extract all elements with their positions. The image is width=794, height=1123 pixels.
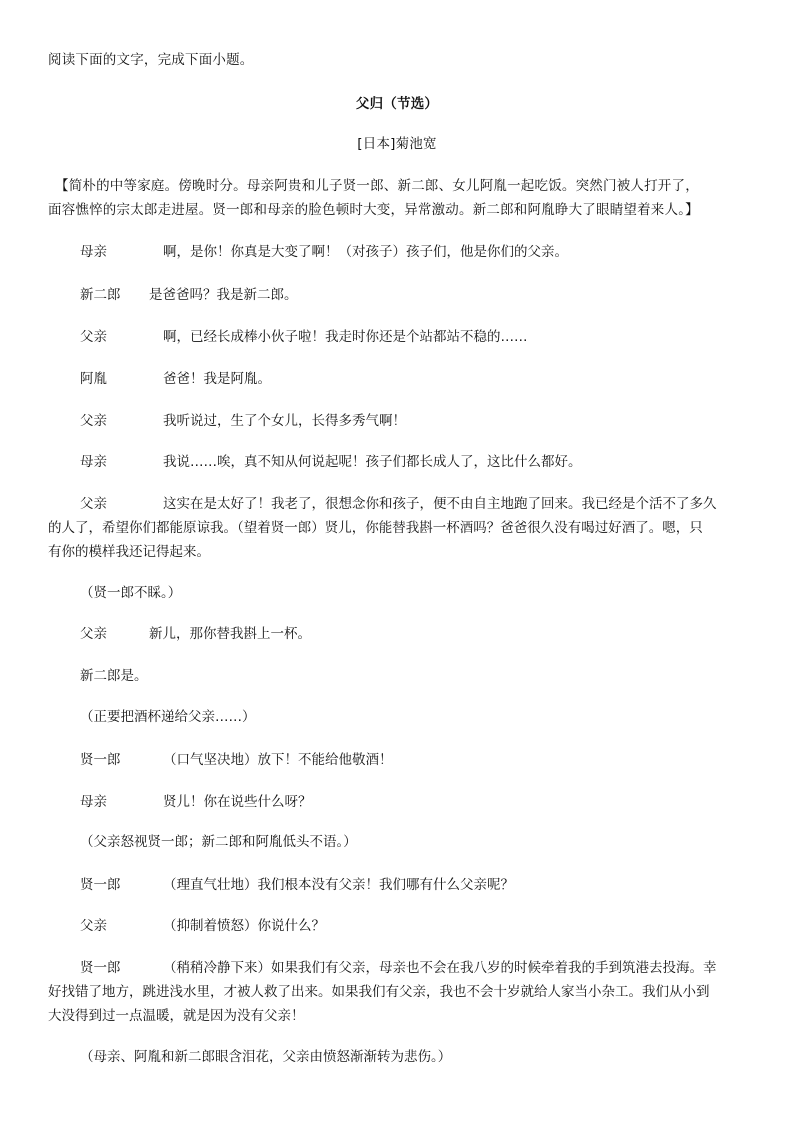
speaker-label: 母亲 bbox=[80, 794, 107, 810]
speaker-label: 新二郎 bbox=[80, 287, 121, 303]
speaker-label: 父亲 bbox=[80, 329, 107, 345]
dialogue-text: 我说……唉，真不知从何说起呢！孩子们都长成人了，这比什么都好。 bbox=[163, 454, 582, 470]
dialogue-text: （稍稍冷静下来）如果我们有父亲，母亲也不会在我八岁的时候牵着我的手到筑港去投海。幸 bbox=[163, 960, 717, 976]
speaker-label: 贤一郎 bbox=[80, 877, 121, 893]
intro-line-1: 【简朴的中等家庭。傍晚时分。母亲阿贵和儿子贤一郎、新二郎、女儿阿胤一起吃饭。突然门被人打开了， bbox=[55, 178, 699, 194]
speaker-label: 贤一郎 bbox=[80, 960, 121, 976]
play-title: 父归（节选） bbox=[355, 96, 439, 112]
speaker-label: 父亲 bbox=[80, 918, 107, 934]
dialogue-text: （抑制着愤怒）你说什么？ bbox=[163, 918, 325, 934]
dialogue-text: 贤儿！你在说些什么呀？ bbox=[163, 794, 312, 810]
dialogue-text: 我听说过，生了个女儿，长得多秀气啊！ bbox=[163, 413, 406, 429]
play-author: [日本]菊池宽 bbox=[357, 136, 437, 152]
dialogue-text: 这实在是太好了！我老了，很想念你和孩子，便不由自主地跑了回来。我已经是个活不了多久 bbox=[163, 496, 717, 512]
stage-direction: （正要把酒杯递给父亲……） bbox=[80, 709, 256, 725]
speaker-label: 贤一郎 bbox=[80, 752, 121, 768]
speaker-label: 母亲 bbox=[80, 244, 107, 260]
stage-direction: （父亲怒视贤一郎；新二郎和阿胤低头不语。） bbox=[80, 834, 357, 850]
dialogue-text: 有你的模样我还记得起来。 bbox=[48, 544, 210, 560]
stage-direction: （贤一郎不睬。） bbox=[80, 585, 182, 601]
speaker-label: 母亲 bbox=[80, 454, 107, 470]
dialogue-text: （理直气壮地）我们根本没有父亲！我们哪有什么父亲呢？ bbox=[163, 877, 514, 893]
dialogue-text: 新儿，那你替我斟上一杯。 bbox=[149, 626, 311, 642]
speaker-label: 父亲 bbox=[80, 626, 107, 642]
dialogue-text: （口气坚决地）放下！不能给他敬酒！ bbox=[163, 752, 393, 768]
dialogue-text: 啊，是你！你真是大变了啊！（对孩子）孩子们，他是你们的父亲。 bbox=[163, 244, 568, 260]
dialogue-text: 新二郎是。 bbox=[80, 668, 148, 684]
instruction-text: 阅读下面的文字，完成下面小题。 bbox=[48, 52, 254, 68]
speaker-label: 阿胤 bbox=[80, 371, 107, 387]
intro-line-2: 面容憔悴的宗太郎走进屋。贤一郎和母亲的脸色顿时大变，异常激动。新二郎和阿胤睁大了眼睛望着来人。】 bbox=[48, 202, 699, 218]
dialogue-text: 是爸爸吗？我是新二郎。 bbox=[149, 287, 298, 303]
stage-direction: （母亲、阿胤和新二郎眼含泪花，父亲由愤怒渐渐转为悲伤。） bbox=[80, 1049, 452, 1065]
dialogue-text: 好找错了地方，跳进浅水里，才被人救了出来。如果我们有父亲，我也不会十岁就给人家当小杂工。我们从小到 bbox=[48, 984, 710, 1000]
speaker-label: 父亲 bbox=[80, 413, 107, 429]
dialogue-text: 啊，已经长成棒小伙子啦！我走时你还是个站都站不稳的…… bbox=[163, 329, 528, 345]
dialogue-text: 爸爸！我是阿胤。 bbox=[163, 371, 271, 387]
dialogue-text: 的人了，希望你们都能原谅我。（望着贤一郎）贤儿，你能替我斟一杯酒吗？爸爸很久没有喝过好酒了。嗯，只 bbox=[48, 520, 703, 536]
dialogue-text: 大没得到过一点温暖，就是因为没有父亲！ bbox=[48, 1008, 305, 1024]
speaker-label: 父亲 bbox=[80, 496, 107, 512]
